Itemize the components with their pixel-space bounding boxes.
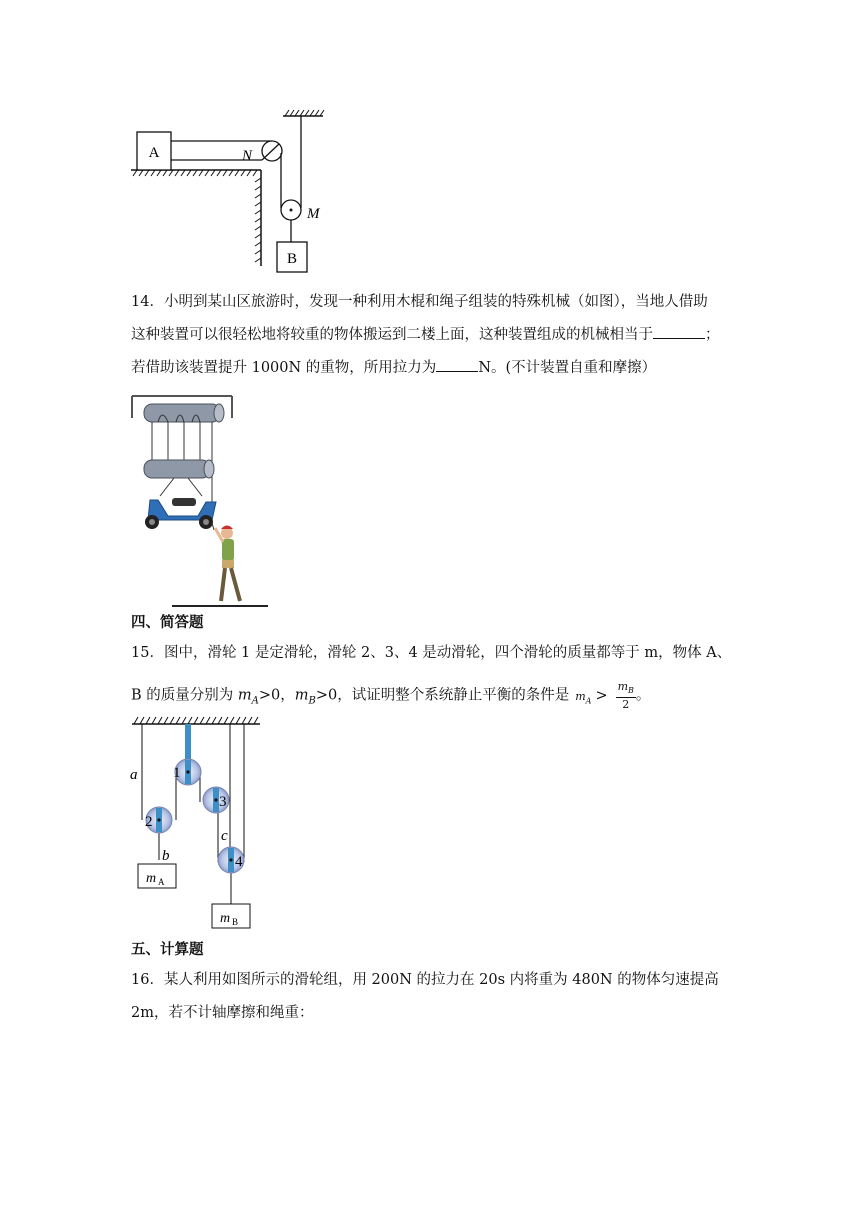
q14-line-2-end: ； [705, 327, 720, 343]
label-N: N [242, 148, 253, 164]
mA-var: m [237, 687, 252, 704]
answer-blank-1[interactable] [653, 324, 705, 339]
frac-den: 2 [622, 698, 630, 712]
pulley-diagram-q13 [125, 108, 335, 278]
mass-A-label: m [146, 871, 157, 886]
mB-sub: B [308, 695, 316, 707]
answer-blank-2[interactable] [436, 357, 478, 372]
q14-line-2 [131, 324, 720, 345]
wood-pulley-illustration [128, 388, 273, 610]
q14-line-1: 14．小明到某山区旅游时，发现一种利用木棍和绳子组装的特殊机械（如图），当地人借助 [131, 294, 708, 310]
q14-line-3-end: N。(不计装置自重和摩擦） [478, 360, 657, 376]
q14-line-3 [131, 357, 656, 378]
q15-line-2-text: B 的质量分别为 [131, 687, 238, 704]
rope-label-a: a [130, 767, 138, 783]
pulley-1-label: 1 [173, 765, 181, 781]
mA-cond: >0， [258, 687, 295, 704]
q15-line-1: 15．图中，滑轮 1 是定滑轮，滑轮 2、3、4 是动滑轮，四个滑轮的质量都等于 m，物体 A、 [131, 645, 732, 661]
pulley-system-diagram-q15 [128, 712, 268, 934]
mass-B-sub: B [232, 917, 239, 927]
section-heading-4: 四、简答题 [131, 615, 204, 631]
pulley-3-label: 3 [219, 794, 227, 810]
fraction-mB-over-2 [616, 680, 636, 711]
frac-num: m [617, 680, 629, 693]
section-heading-5: 五、计算题 [131, 942, 204, 958]
q14-line-2-text: 这种装置可以很轻松地将较重的物体搬运到二楼上面，这种装置组成的机械相当于 [131, 327, 653, 343]
q16-line-1: 16．某人利用如图所示的滑轮组，用 200N 的拉力在 20s 内将重为 480N 的物体匀速提高 [131, 972, 719, 988]
q15-line-2-end: 。 [635, 687, 651, 704]
mA-sub: A [251, 695, 259, 707]
pulley-4-label: 4 [235, 854, 243, 870]
label-A: A [148, 145, 160, 161]
mass-B-label: m [220, 911, 231, 926]
frac-num-sub: B [628, 686, 634, 696]
cond-gt: > [595, 687, 608, 704]
q15-line-2 [131, 680, 650, 711]
label-M: M [307, 206, 320, 222]
mB-cond: >0，试证明整个系统静止平衡的条件是 [315, 687, 570, 704]
q14-line-3-text: 若借助该装置提升 1000N 的重物，所用拉力为 [131, 360, 437, 376]
pulley-2-label: 2 [145, 814, 153, 830]
mB-var: m [294, 687, 309, 704]
q16-line-2: 2m，若不计轴摩擦和绳重： [131, 1005, 314, 1021]
cond-lhs: m [575, 689, 586, 703]
rope-label-b: b [162, 848, 170, 864]
rope-label-c: c [221, 828, 228, 844]
mass-A-sub: A [158, 877, 165, 887]
cond-lhs-sub: A [585, 696, 592, 706]
label-B: B [286, 251, 298, 267]
